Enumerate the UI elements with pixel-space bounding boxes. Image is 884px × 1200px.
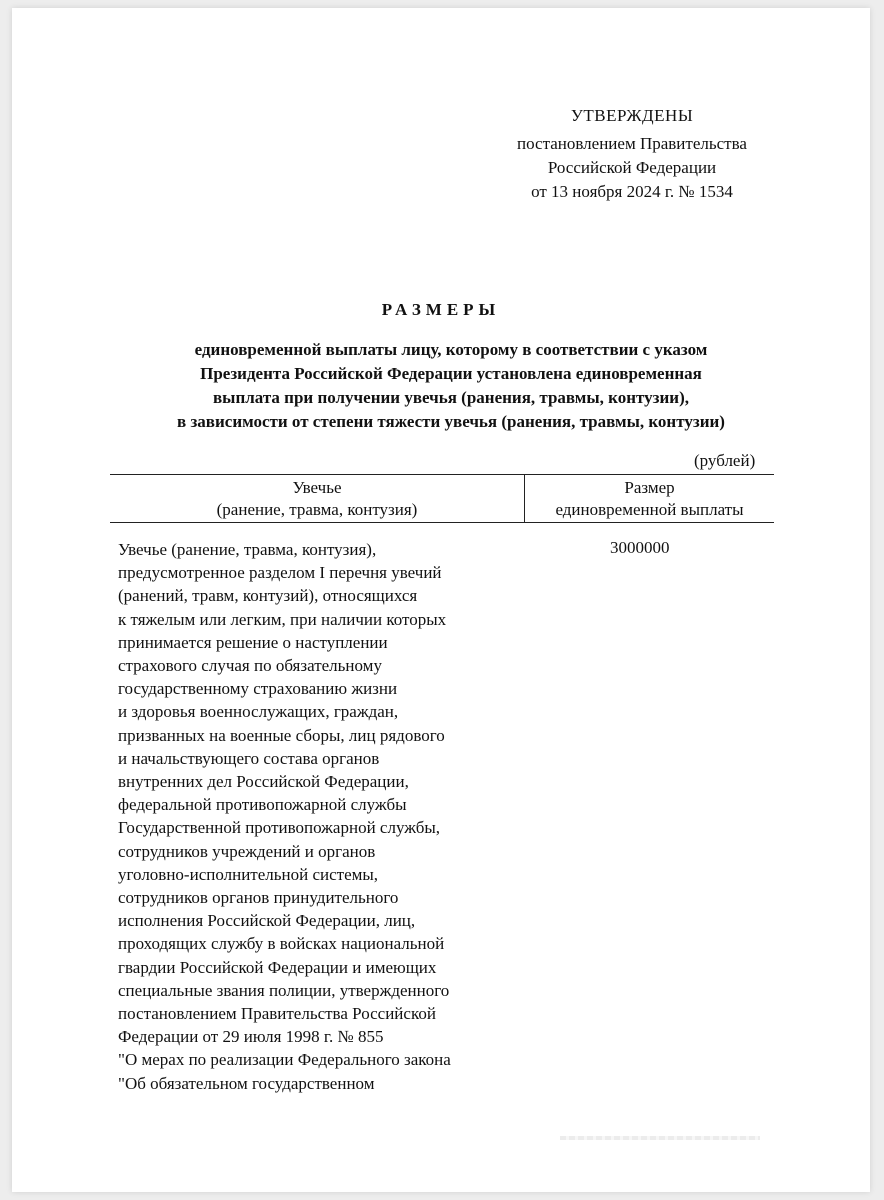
description-line: Государственной противопожарной службы, xyxy=(118,818,441,838)
description-line: Увечье (ранение, травма, контузия), xyxy=(118,540,377,559)
header-line: Увечье xyxy=(292,478,342,497)
description-line: "Об обязательном государственном xyxy=(118,1073,375,1093)
header-line: (ранение, травма, контузия) xyxy=(216,500,418,519)
approval-line: от 13 ноября 2024 г. № 1534 xyxy=(531,182,733,201)
faint-footer-mark xyxy=(560,1136,760,1140)
description-line: (ранений, травм, контузий), относящихся xyxy=(118,586,418,606)
subtitle-line: выплата при получении увечья (ранения, травмы, контузии), xyxy=(213,388,689,407)
approval-stamp xyxy=(462,104,802,204)
subtitle-line: единовременной выплаты лицу, которому в соответствии с указом xyxy=(194,340,708,359)
subtitle-line: в зависимости от степени тяжести увечья (ранения, травмы, контузии) xyxy=(177,412,725,431)
document-subtitle xyxy=(72,338,830,434)
description-line: специальные звания полиции, утвержденного xyxy=(118,980,450,1000)
description-line: уголовно-исполнительной системы, xyxy=(118,864,379,884)
description-line: гвардии Российской Федерации и имеющих xyxy=(118,957,437,977)
description-line: федеральной противопожарной службы xyxy=(118,795,407,815)
description-line: постановлением Правительства Российской xyxy=(118,1004,436,1024)
description-line: государственному страхованию жизни xyxy=(118,679,398,699)
description-line: Федерации от 29 июля 1998 г. № 855 xyxy=(118,1027,384,1047)
table-cell-description xyxy=(118,538,528,1095)
description-line: предусмотренное разделом I перечня увечий xyxy=(118,563,442,583)
description-line: к тяжелым или легким, при наличии которых xyxy=(118,609,447,629)
document-title: РАЗМЕРЫ xyxy=(381,300,501,319)
approval-line: постановлением Правительства xyxy=(517,134,747,153)
description-line: внутренних дел Российской Федерации, xyxy=(118,772,409,792)
header-line: единовременной выплаты xyxy=(555,500,744,519)
header-line: Размер xyxy=(624,478,675,497)
description-line: проходящих службу в войсках национальной xyxy=(118,934,445,954)
description-line: исполнения Российской Федерации, лиц, xyxy=(118,911,416,931)
description-line: и здоровья военнослужащих, граждан, xyxy=(118,702,399,722)
description-line: страхового случая по обязательному xyxy=(118,656,382,676)
units-label: (рублей) xyxy=(694,451,756,470)
approval-heading: УТВЕРЖДЕНЫ xyxy=(570,106,694,125)
header-injury xyxy=(110,477,524,521)
description-line: "О мерах по реализации Федерального закона xyxy=(118,1050,451,1070)
description-line: сотрудников учреждений и органов xyxy=(118,841,376,861)
subtitle-line: Президента Российской Федерации установлена единовременная xyxy=(200,364,702,383)
description-line: призванных на военные сборы, лиц рядового xyxy=(118,725,445,745)
table-header xyxy=(110,474,774,523)
approval-line: Российской Федерации xyxy=(547,158,717,177)
description-line: и начальствующего состава органов xyxy=(118,748,380,768)
description-line: принимается решение о наступлении xyxy=(118,632,388,652)
description-line: сотрудников органов принудительного xyxy=(118,888,399,908)
document-page xyxy=(12,8,870,1192)
header-amount xyxy=(525,477,774,521)
table-cell-amount: 3000000 xyxy=(610,538,670,557)
